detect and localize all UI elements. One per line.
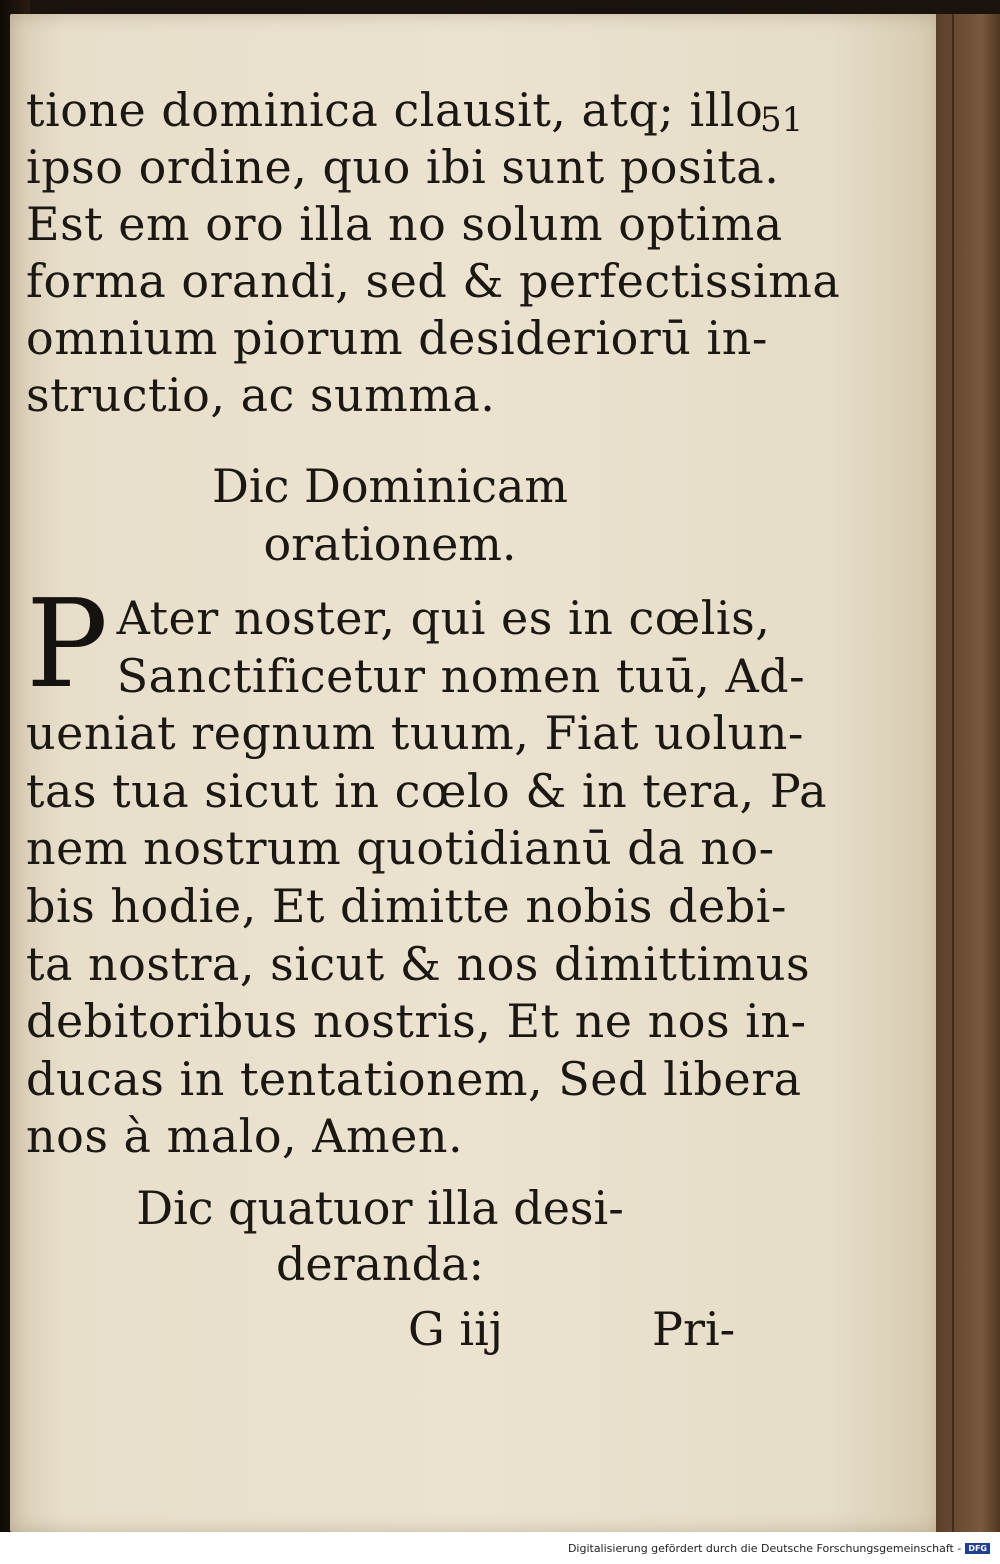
- text-line: Sanctificetur nomen tuū, Ad-: [116, 648, 806, 703]
- section-heading-line-2: orationem.: [263, 517, 517, 571]
- closing-heading: [120, 1180, 640, 1292]
- digitization-credit: [568, 1542, 990, 1555]
- text-line: nem nostrum quotidianū da no-: [26, 821, 775, 876]
- text-line: ipso ordine, quo ibi sunt posita.: [26, 140, 780, 194]
- signature-mark: G iij: [408, 1302, 504, 1356]
- credit-text: Digitalisierung gefördert durch die Deutsche Forschungsgemeinschaft -: [567, 1542, 962, 1555]
- text-line: tione dominica clausit, atq; illo: [26, 83, 764, 137]
- closing-heading-line-1: Dic quatuor illa desi-: [136, 1181, 624, 1235]
- book-fore-edge: [936, 14, 1000, 1534]
- text-line: structio, ac summa.: [26, 368, 496, 422]
- closing-heading-line-2: deranda:: [275, 1237, 485, 1291]
- text-line: omnium piorum desideriorū in-: [26, 311, 768, 365]
- drop-capital: P: [26, 573, 109, 715]
- text-line: debitoribus nostris, Et ne nos in-: [26, 994, 807, 1049]
- catchword: Pri-: [652, 1302, 736, 1356]
- lords-prayer-paragraph: [26, 573, 828, 1166]
- text-line: ducas in tentationem, Sed libera: [26, 1051, 802, 1106]
- section-heading-line-1: Dic Dominicam: [211, 459, 569, 513]
- text-line: forma orandi, sed & perfectissima: [26, 254, 841, 308]
- text-line: bis hodie, Et dimitte nobis debi-: [26, 878, 787, 933]
- text-line: tas tua sicut in cœlo & in tera, Pa: [26, 763, 828, 818]
- dfg-logo: DFG: [965, 1543, 990, 1554]
- text-line: ueniat regnum tuum, Fiat uolun-: [26, 706, 804, 761]
- text-line: Ater noster, qui es in cœlis,: [116, 591, 771, 645]
- text-line: Est em oro illa no solum optima: [26, 197, 783, 251]
- text-line: ta nostra, sicut & nos dimittimus: [26, 936, 811, 991]
- text-line: nos à malo, Amen.: [26, 1109, 464, 1164]
- folio-number: 51: [760, 100, 804, 140]
